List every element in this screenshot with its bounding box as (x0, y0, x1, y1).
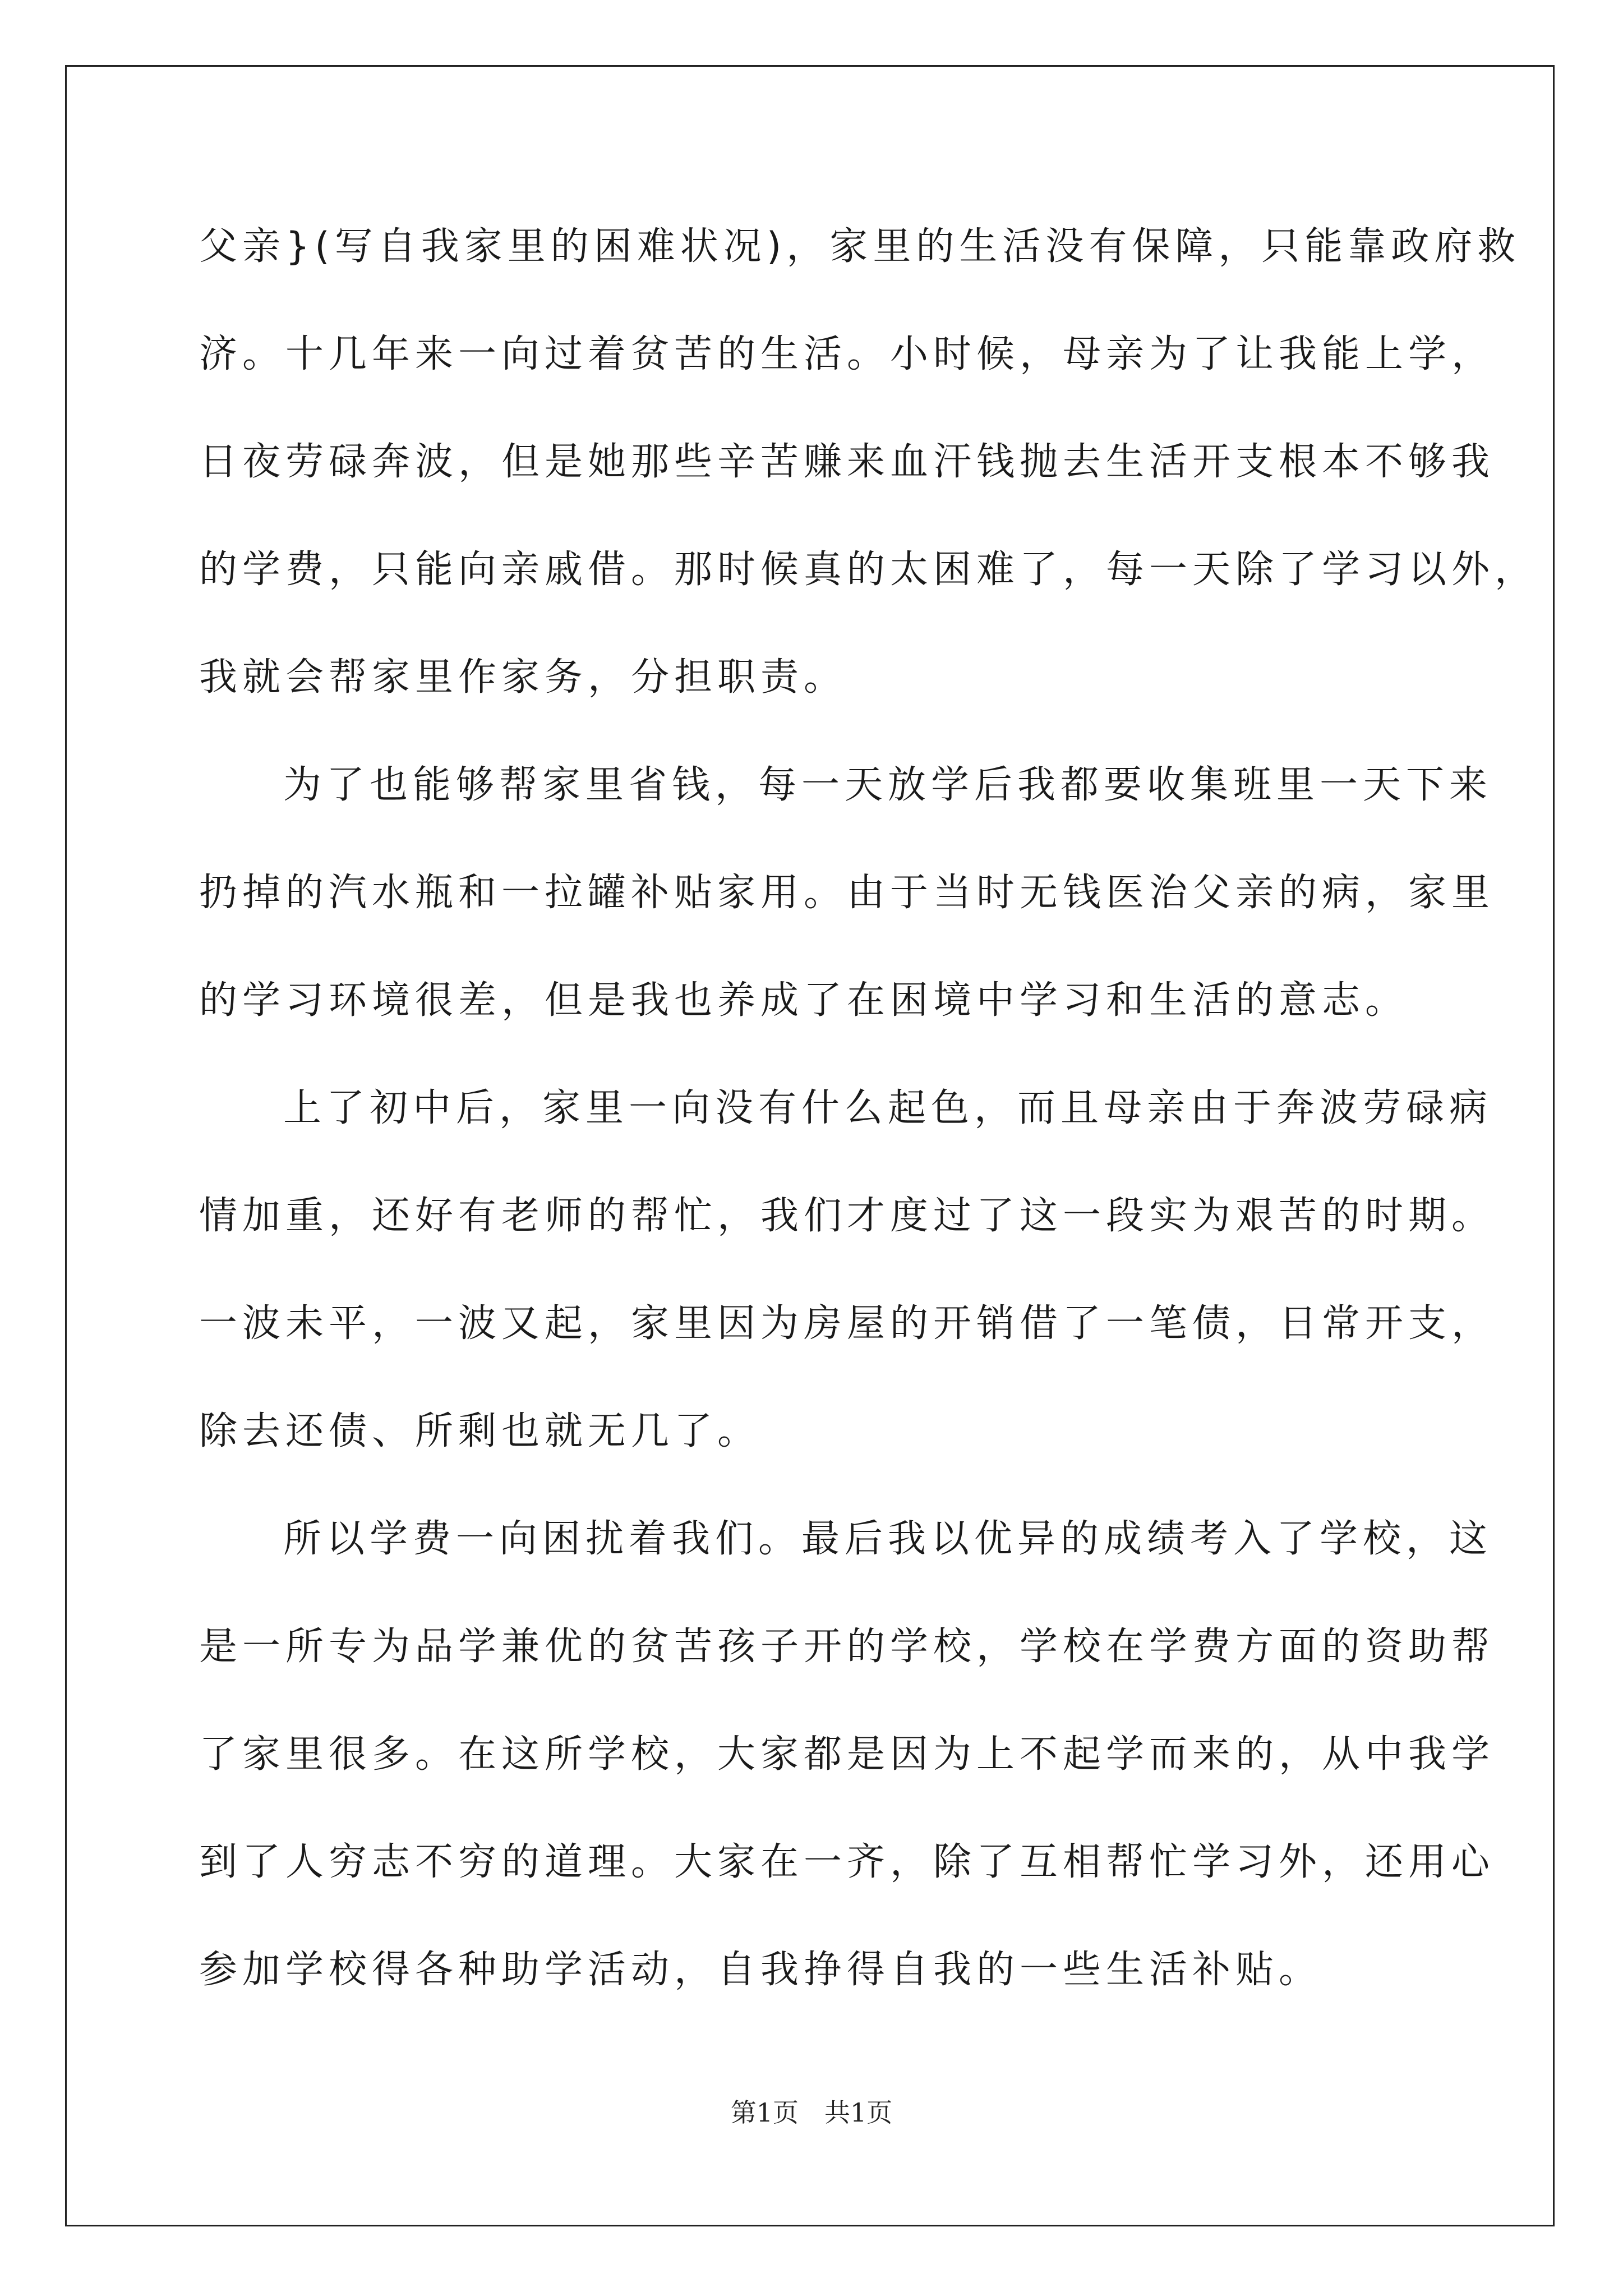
text-line: 情加重，还好有老师的帮忙，我们才度过了这一段实为艰苦的时期。 (199, 1194, 1495, 1238)
text-line: 到了人穷志不穷的道理。大家在一齐，除了互相帮忙学习外，还用心 (199, 1840, 1495, 1884)
text-line: 我就会帮家里作家务，分担职责。 (199, 655, 847, 700)
document-body (199, 216, 1538, 2047)
text-line: 是一所专为品学兼优的贫苦孩子开的学校，学校在学费方面的资助帮 (199, 1625, 1495, 1669)
paragraph-start-line: 所以学费一向困扰着我们。最后我以优异的成绩考入了学校，这 (283, 1517, 1493, 1561)
text-line: 日夜劳碌奔波，但是她那些辛苦赚来血汗钱抛去生活开支根本不够我 (199, 440, 1495, 484)
text-line: 除去还债、所剩也就无几了。 (199, 1409, 761, 1453)
text-line: 父亲}(写自我家里的困难状况)，家里的生活没有保障，只能靠政府救 (199, 224, 1521, 269)
text-line: 济。十几年来一向过着贫苦的生活。小时候，母亲为了让我能上学， (199, 332, 1495, 376)
paragraph-start-line: 上了初中后，家里一向没有什么起色，而且母亲由于奔波劳碌病 (283, 1086, 1493, 1130)
text-line: 了家里很多。在这所学校，大家都是因为上不起学而来的，从中我学 (199, 1732, 1495, 1777)
page-number-footer: 第1页 共1页 (730, 2097, 893, 2128)
text-line: 一波未平，一波又起，家里因为房屋的开销借了一笔债，日常开支， (199, 1301, 1495, 1346)
text-line: 扔掉的汽水瓶和一拉罐补贴家用。由于当时无钱医治父亲的病，家里 (199, 871, 1495, 915)
paragraph-start-line: 为了也能够帮家里省钱，每一天放学后我都要收集班里一天下来 (283, 763, 1493, 807)
text-line: 参加学校得各种助学活动，自我挣得自我的一些生活补贴。 (199, 1948, 1322, 1992)
text-line: 的学习环境很差，但是我也养成了在困境中学习和生活的意志。 (199, 978, 1409, 1023)
text-line: 的学费，只能向亲戚借。那时候真的太困难了，每一天除了学习以外， (199, 547, 1538, 592)
